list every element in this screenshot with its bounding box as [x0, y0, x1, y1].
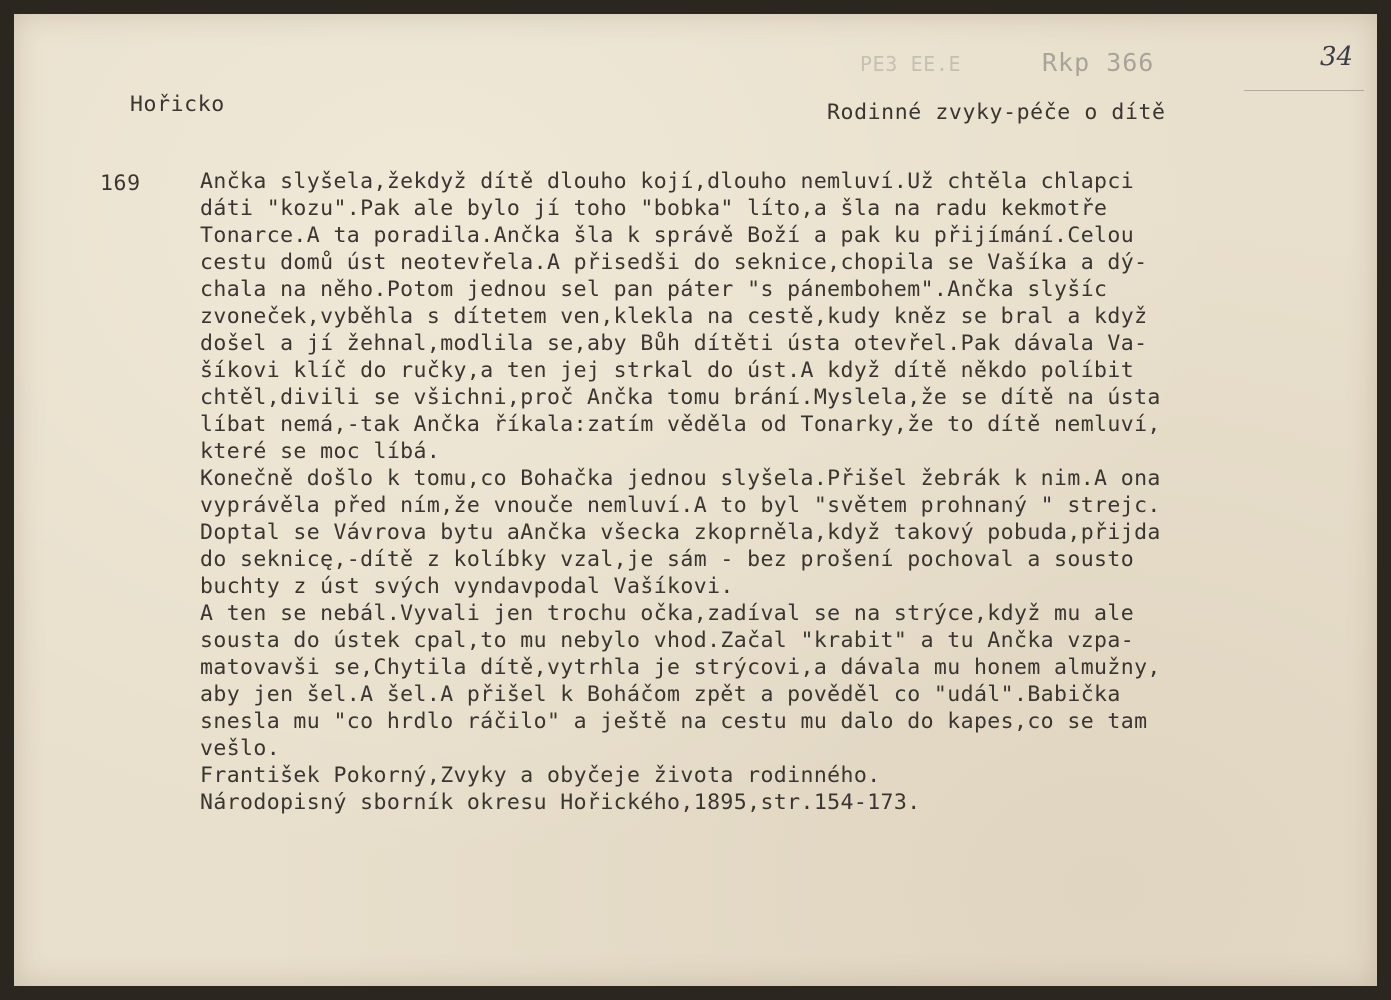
text-line: došel a jí žehnal,modlila se,aby Bůh dítěti ústa otevřel.Pak dávala Va- — [200, 331, 1148, 356]
text-line: vešlo. — [200, 736, 281, 761]
archive-card — [14, 14, 1377, 986]
text-line: matovavši se,Chytila dítě,vytrhla je strýcovi,a dávala mu honem almužny, — [200, 655, 1161, 680]
stamp-underline — [1244, 90, 1364, 91]
region-label: Hořicko — [130, 92, 225, 117]
text-line: do seknicę,-dítě z kolíbky vzal,je sám - bez prošení pochoval a sousto — [200, 547, 1135, 572]
text-line: A ten se nebál.Vyvali jen trochu očka,zadíval se na strýce,když mu ale — [200, 601, 1135, 626]
text-line: zvoneček,vyběhla s dítetem ven,klekla na cestě,kudy kněz se bral a když — [200, 304, 1148, 329]
text-line: šíkovi klíč do ručky,a ten jej strkal do úst.A když dítě někdo políbit — [200, 358, 1135, 383]
text-line: snesla mu "co hrdlo ráčilo" a ještě na cestu mu dalo do kapes,co se tam — [200, 709, 1148, 734]
text-line: chala na něho.Potom jednou sel pan páter "s pánembohem".Ančka slyšíc — [200, 277, 1108, 302]
source-author-line: František Pokorný,Zvyky a obyčeje života rodinného. — [200, 763, 881, 788]
source-publication-line: Národopisný sborník okresu Hořického,1895,str.154-173. — [200, 790, 921, 815]
text-line: Tonarce.A ta poradila.Ančka šla k správě Boží a pak ku přijímání.Celou — [200, 223, 1135, 248]
text-line: cestu domů úst neotevřela.A přisedši do seknice,chopila se Vašíka a dý- — [200, 250, 1148, 275]
text-line: chtěl,divili se všichni,proč Ančka tomu brání.Myslela,že se dítě na ústa — [200, 385, 1161, 410]
text-line: dáti "kozu".Pak ale bylo jí toho "bobka" líto,a šla na radu kekmotře — [200, 196, 1108, 221]
text-line: vyprávěla před ním,že vnouče nemluví.A to byl "světem prohnaný " strejc. — [200, 493, 1161, 518]
text-line: Konečně došlo k tomu,co Bohačka jednou slyšela.Přišel žebrák k nim.A ona — [200, 466, 1161, 491]
text-line: aby jen šel.A šel.A přišel k Boháčom zpět a pověděl co "udál".Babička — [200, 682, 1121, 707]
text-line: Ančka slyšela,žekdyž dítě dlouho kojí,dlouho nemluví.Už chtěla chlapci — [200, 169, 1135, 194]
text-line: líbat nemá,-tak Ančka říkala:zatím věděla od Tonarky,že to dítě nemluví, — [200, 412, 1161, 437]
handwritten-page-number: 34 — [1320, 42, 1354, 72]
topic-label: Rodinné zvyky-péče o dítě — [827, 100, 1166, 125]
text-line: které se moc líbá. — [200, 439, 441, 464]
text-line: buchty z úst svých vyndavpodal Vašíkovi. — [200, 574, 734, 599]
entry-number: 169 — [100, 171, 141, 196]
text-line: Doptal se Vávrova bytu aAnčka všecka zkoprněla,když takový pobuda,přijda — [200, 520, 1161, 545]
faint-stamp-text: РЕЗ ЕЕ.Е — [860, 52, 962, 76]
text-line: sousta do ústek cpal,to mu nebylo vhod.Začal "krabit" a tu Ančka vzpa- — [200, 628, 1135, 653]
archive-reference: Rkp 366 — [1042, 48, 1155, 77]
